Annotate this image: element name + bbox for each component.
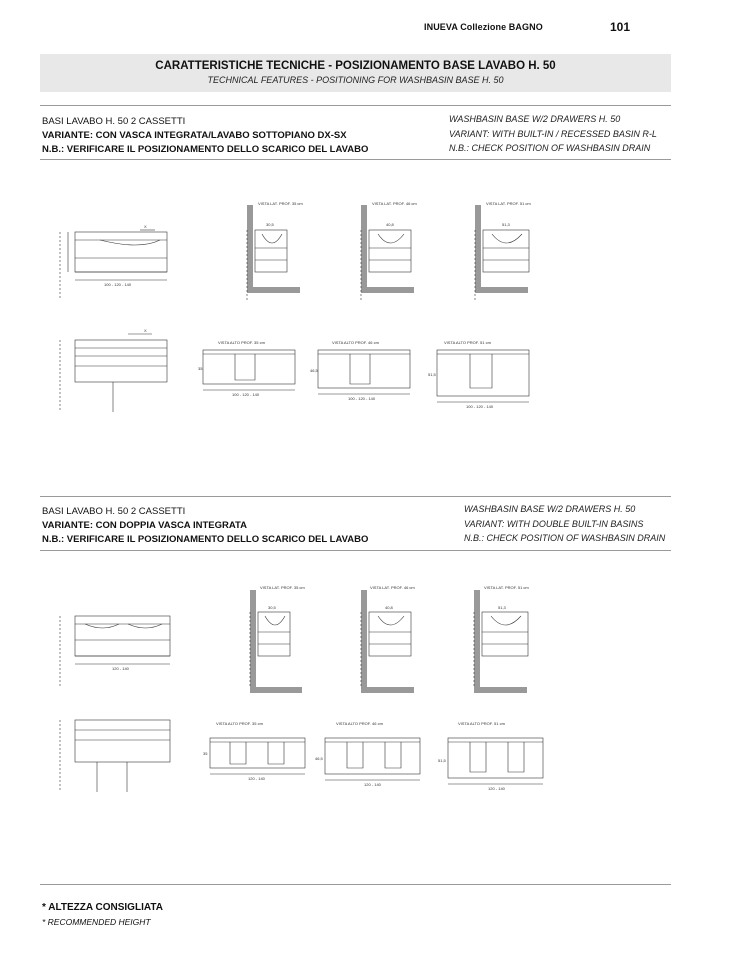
footer-note-en: * RECOMMENDED HEIGHT xyxy=(42,917,151,927)
section-1-top-3-width: 100 - 120 - 140 xyxy=(466,404,494,409)
section-1-side-view-3 xyxy=(475,201,531,300)
section-1-top-3-depth: 51,5 xyxy=(428,372,436,377)
section-1-side-1-dim: 30,5 xyxy=(266,222,274,227)
section-1-side-3-dim: 51,3 xyxy=(502,222,510,227)
section-1-top-view-3 xyxy=(428,340,529,409)
section-1-top-view-1 xyxy=(198,340,295,397)
section-1-side-3-label: VISTA LAT. PROF. 51 cm xyxy=(486,201,531,206)
section-2-side-1-dim: 30,5 xyxy=(268,605,276,610)
section-2-top-3-width: 120 - 140 xyxy=(488,786,505,791)
section-1-top-1-depth: 35 xyxy=(198,366,203,371)
section-2-top-view-3 xyxy=(438,721,543,791)
section-2-top-1-label: VISTA ALTO PROF. 35 cm xyxy=(216,721,263,726)
section-2-top-view-2 xyxy=(315,721,420,787)
section-1-side-view-2 xyxy=(361,201,417,300)
section-2-side-2-label: VISTA LAT. PROF. 46 cm xyxy=(370,585,415,590)
section-2-side-3-dim: 51,3 xyxy=(498,605,506,610)
section-1-side-1-label: VISTA LAT. PROF. 35 cm xyxy=(258,201,303,206)
section-1-line-1: BASI LAVABO H. 50 2 CASSETTI xyxy=(42,116,186,127)
svg-text:X: X xyxy=(144,328,147,333)
page-number: 101 xyxy=(610,20,631,34)
section-2-top-view-1 xyxy=(203,721,305,781)
section-2-line-3: N.B.: VERIFICARE IL POSIZIONAMENTO DELLO SCARICO DEL LAVABO xyxy=(42,534,369,545)
footer-note-it: * ALTEZZA CONSIGLIATA xyxy=(42,902,163,913)
page-subtitle: TECHNICAL FEATURES - POSITIONING FOR WASHBASIN BASE H. 50 xyxy=(207,75,504,85)
section-2-top-1-width: 120 - 140 xyxy=(248,776,265,781)
section-2-side-3-label: VISTA LAT. PROF. 51 cm xyxy=(484,585,529,590)
section-1-top-2-label: VISTA ALTO PROF. 46 cm xyxy=(332,340,379,345)
section-2-top-3-depth: 51,5 xyxy=(438,758,446,763)
section-2-side-view-1 xyxy=(250,585,305,690)
section-2-line-2: VARIANTE: CON DOPPIA VASCA INTEGRATA xyxy=(42,520,247,531)
section-2-side-2-dim: 40,8 xyxy=(385,605,393,610)
section-2-side-view-2 xyxy=(361,585,415,690)
section-1-top-1-width: 100 - 120 - 140 xyxy=(232,392,260,397)
section-1-top-2-depth: 46,5 xyxy=(310,368,318,373)
section-1-top-1-label: VISTA ALTO PROF. 35 cm xyxy=(218,340,265,345)
section-1-top-2-width: 100 - 120 - 140 xyxy=(348,396,376,401)
section-2-en-line-1: WASHBASIN BASE W/2 DRAWERS H. 50 xyxy=(464,504,636,514)
page-title: CARATTERISTICHE TECNICHE - POSIZIONAMENTO BASE LAVABO H. 50 xyxy=(155,60,556,72)
section-2-front-width: 120 - 140 xyxy=(112,666,129,671)
section-1-front-view xyxy=(60,224,167,300)
section-1-line-2: VARIANTE: CON VASCA INTEGRATA/LAVABO SOTTOPIANO DX-SX xyxy=(42,130,347,141)
section-2-front-view xyxy=(60,616,170,686)
section-1-side-2-label: VISTA LAT. PROF. 46 cm xyxy=(372,201,417,206)
section-1-side-view-1 xyxy=(247,201,303,300)
section-1-top-3-label: VISTA ALTO PROF. 51 cm xyxy=(444,340,491,345)
brand-header: INUEVA Collezione BAGNO xyxy=(424,22,543,32)
section-1-front-width: 100 - 120 - 140 xyxy=(104,282,132,287)
section-1-en-line-1: WASHBASIN BASE W/2 DRAWERS H. 50 xyxy=(449,114,621,124)
section-1-top-view-2 xyxy=(310,340,410,401)
section-1-en-line-3: N.B.: CHECK POSITION OF WASHBASIN DRAIN xyxy=(449,143,651,153)
section-1-side-2-dim: 40,8 xyxy=(386,222,394,227)
section-2-top-3-label: VISTA ALTO PROF. 51 cm xyxy=(458,721,505,726)
section-1-front-view-2 xyxy=(60,328,167,412)
section-2-top-1-depth: 35 xyxy=(203,751,208,756)
section-2-en-line-3: N.B.: CHECK POSITION OF WASHBASIN DRAIN xyxy=(464,533,666,543)
section-2-side-view-3 xyxy=(474,585,529,690)
section-1-line-3: N.B.: VERIFICARE IL POSIZIONAMENTO DELLO SCARICO DEL LAVABO xyxy=(42,144,369,155)
section-2-top-2-label: VISTA ALTO PROF. 46 cm xyxy=(336,721,383,726)
section-1-en-line-2: VARIANT: WITH BUILT-IN / RECESSED BASIN R-L xyxy=(449,128,657,139)
section-2-en-line-2: VARIANT: WITH DOUBLE BUILT-IN BASINS xyxy=(464,518,644,529)
section-2-top-2-depth: 46,5 xyxy=(315,756,323,761)
section-2-front-view-2 xyxy=(60,720,170,792)
svg-text:X: X xyxy=(144,224,147,229)
section-2-line-1: BASI LAVABO H. 50 2 CASSETTI xyxy=(42,506,186,517)
section-2-top-2-width: 120 - 140 xyxy=(364,782,381,787)
section-2-side-1-label: VISTA LAT. PROF. 35 cm xyxy=(260,585,305,590)
